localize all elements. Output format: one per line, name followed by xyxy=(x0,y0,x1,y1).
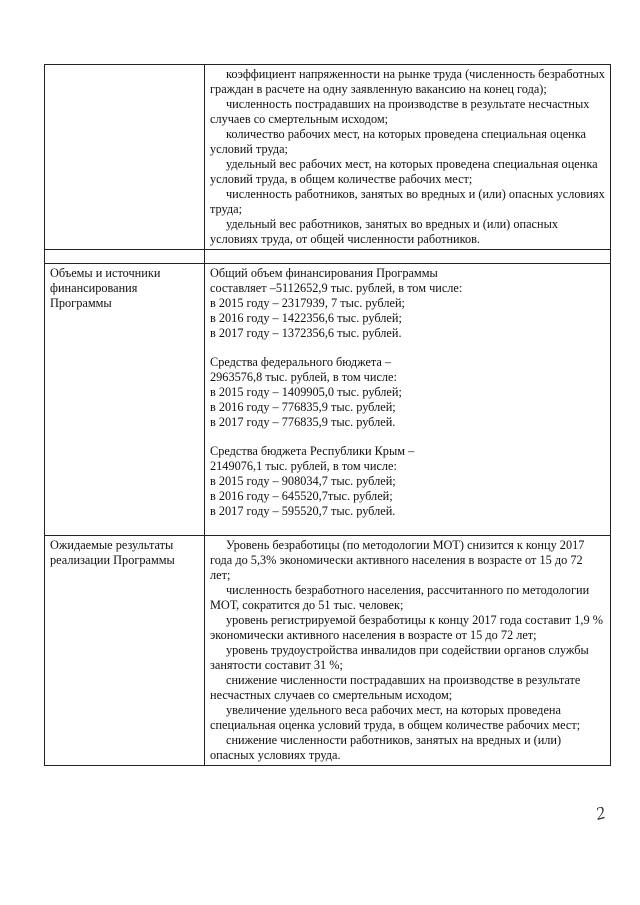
crimea-budget-line: Средства бюджета Республики Крым – xyxy=(210,444,415,458)
financing-total-line: Общий объем финансирования Программы xyxy=(210,266,438,280)
financing-total-line: в 2016 году – 1422356,6 тыс. рублей; xyxy=(210,311,402,325)
federal-budget-line: Средства федерального бюджета – xyxy=(210,355,392,369)
indicator-paragraph: численность пострадавших на производстве в результате несчастных случаев со смертельным исходом; xyxy=(210,97,590,126)
results-row xyxy=(45,536,611,766)
indicators-label-cell xyxy=(45,65,205,250)
financing-label: Объемы и источники финансирования Программы xyxy=(45,264,205,536)
results-content-cell xyxy=(205,536,611,766)
result-paragraph: численность безработного населения, рассчитанного по методологии МОТ, сократится до 51 тыс. человек; xyxy=(210,583,590,612)
result-paragraph: уровень регистрируемой безработицы к концу 2017 года составит 1,9 % экономически активного населения в возрасте от 15 до 72 лет; xyxy=(210,613,603,642)
indicator-paragraph: численность работников, занятых во вредных и (или) опасных условиях труда; xyxy=(210,187,605,216)
federal-budget-line: в 2015 году – 1409905,0 тыс. рублей; xyxy=(210,385,402,399)
result-paragraph: увеличение удельного веса рабочих мест, на которых проведена специальная оценка условий труда, в общем количестве рабочих мест; xyxy=(210,703,581,732)
financing-content-cell xyxy=(205,264,611,536)
indicator-paragraph: количество рабочих мест, на которых проведена специальная оценка условий труда; xyxy=(210,127,586,156)
result-paragraph: снижение численности работников, занятых на вредных и (или) опасных условиях труда. xyxy=(210,733,562,762)
indicators-content-cell xyxy=(205,65,611,250)
handwritten-page-mark: 2 xyxy=(593,802,608,824)
indicator-paragraph: удельный вес работников, занятых во вредных и (или) опасных условиях труда, от общей численности работников. xyxy=(210,217,558,246)
federal-budget-line: в 2016 году – 776835,9 тыс. рублей; xyxy=(210,400,396,414)
crimea-budget-line: в 2015 году – 908034,7 тыс. рублей; xyxy=(210,474,396,488)
federal-budget-line: 2963576,8 тыс. рублей, в том числе: xyxy=(210,370,397,384)
spacer-row xyxy=(45,250,611,264)
results-label: Ожидаемые результаты реализации Программы xyxy=(45,536,205,766)
crimea-budget-line: 2149076,1 тыс. рублей, в том числе: xyxy=(210,459,397,473)
program-passport-table xyxy=(44,64,611,766)
crimea-budget-line: в 2016 году – 645520,7тыс. рублей; xyxy=(210,489,393,503)
result-paragraph: Уровень безработицы (по методологии МОТ) снизится к концу 2017 года до 5,3% экономически активного населения в возрасте от 15 до 72 лет; xyxy=(210,538,585,582)
financing-total-line: в 2017 году – 1372356,6 тыс. рублей. xyxy=(210,326,402,340)
result-paragraph: уровень трудоустройства инвалидов при содействии органов службы занятости составит 31 %; xyxy=(210,643,589,672)
spacer-cell-right xyxy=(205,250,611,264)
result-paragraph: снижение численности пострадавших на производстве в результате несчастных случаев со смертельным исходом; xyxy=(210,673,581,702)
federal-budget-line: в 2017 году – 776835,9 тыс. рублей. xyxy=(210,415,396,429)
indicator-paragraph: удельный вес рабочих мест, на которых проведена специальная оценка условий труда, в общем количестве рабочих мест; xyxy=(210,157,598,186)
indicator-paragraph: коэффициент напряженности на рынке труда (численность безработных граждан в расчете на одну заявленную вакансию на конец года); xyxy=(210,67,605,96)
crimea-budget-line: в 2017 году – 595520,7 тыс. рублей. xyxy=(210,504,396,518)
spacer-cell-left xyxy=(45,250,205,264)
financing-total-line: в 2015 году – 2317939, 7 тыс. рублей; xyxy=(210,296,405,310)
financing-total-line: составляет –5112652,9 тыс. рублей, в том числе: xyxy=(210,281,463,295)
paragraph-gap xyxy=(210,519,606,533)
financing-row xyxy=(45,264,611,536)
paragraph-gap xyxy=(210,341,606,355)
paragraph-gap xyxy=(210,430,606,444)
indicators-row xyxy=(45,65,611,250)
